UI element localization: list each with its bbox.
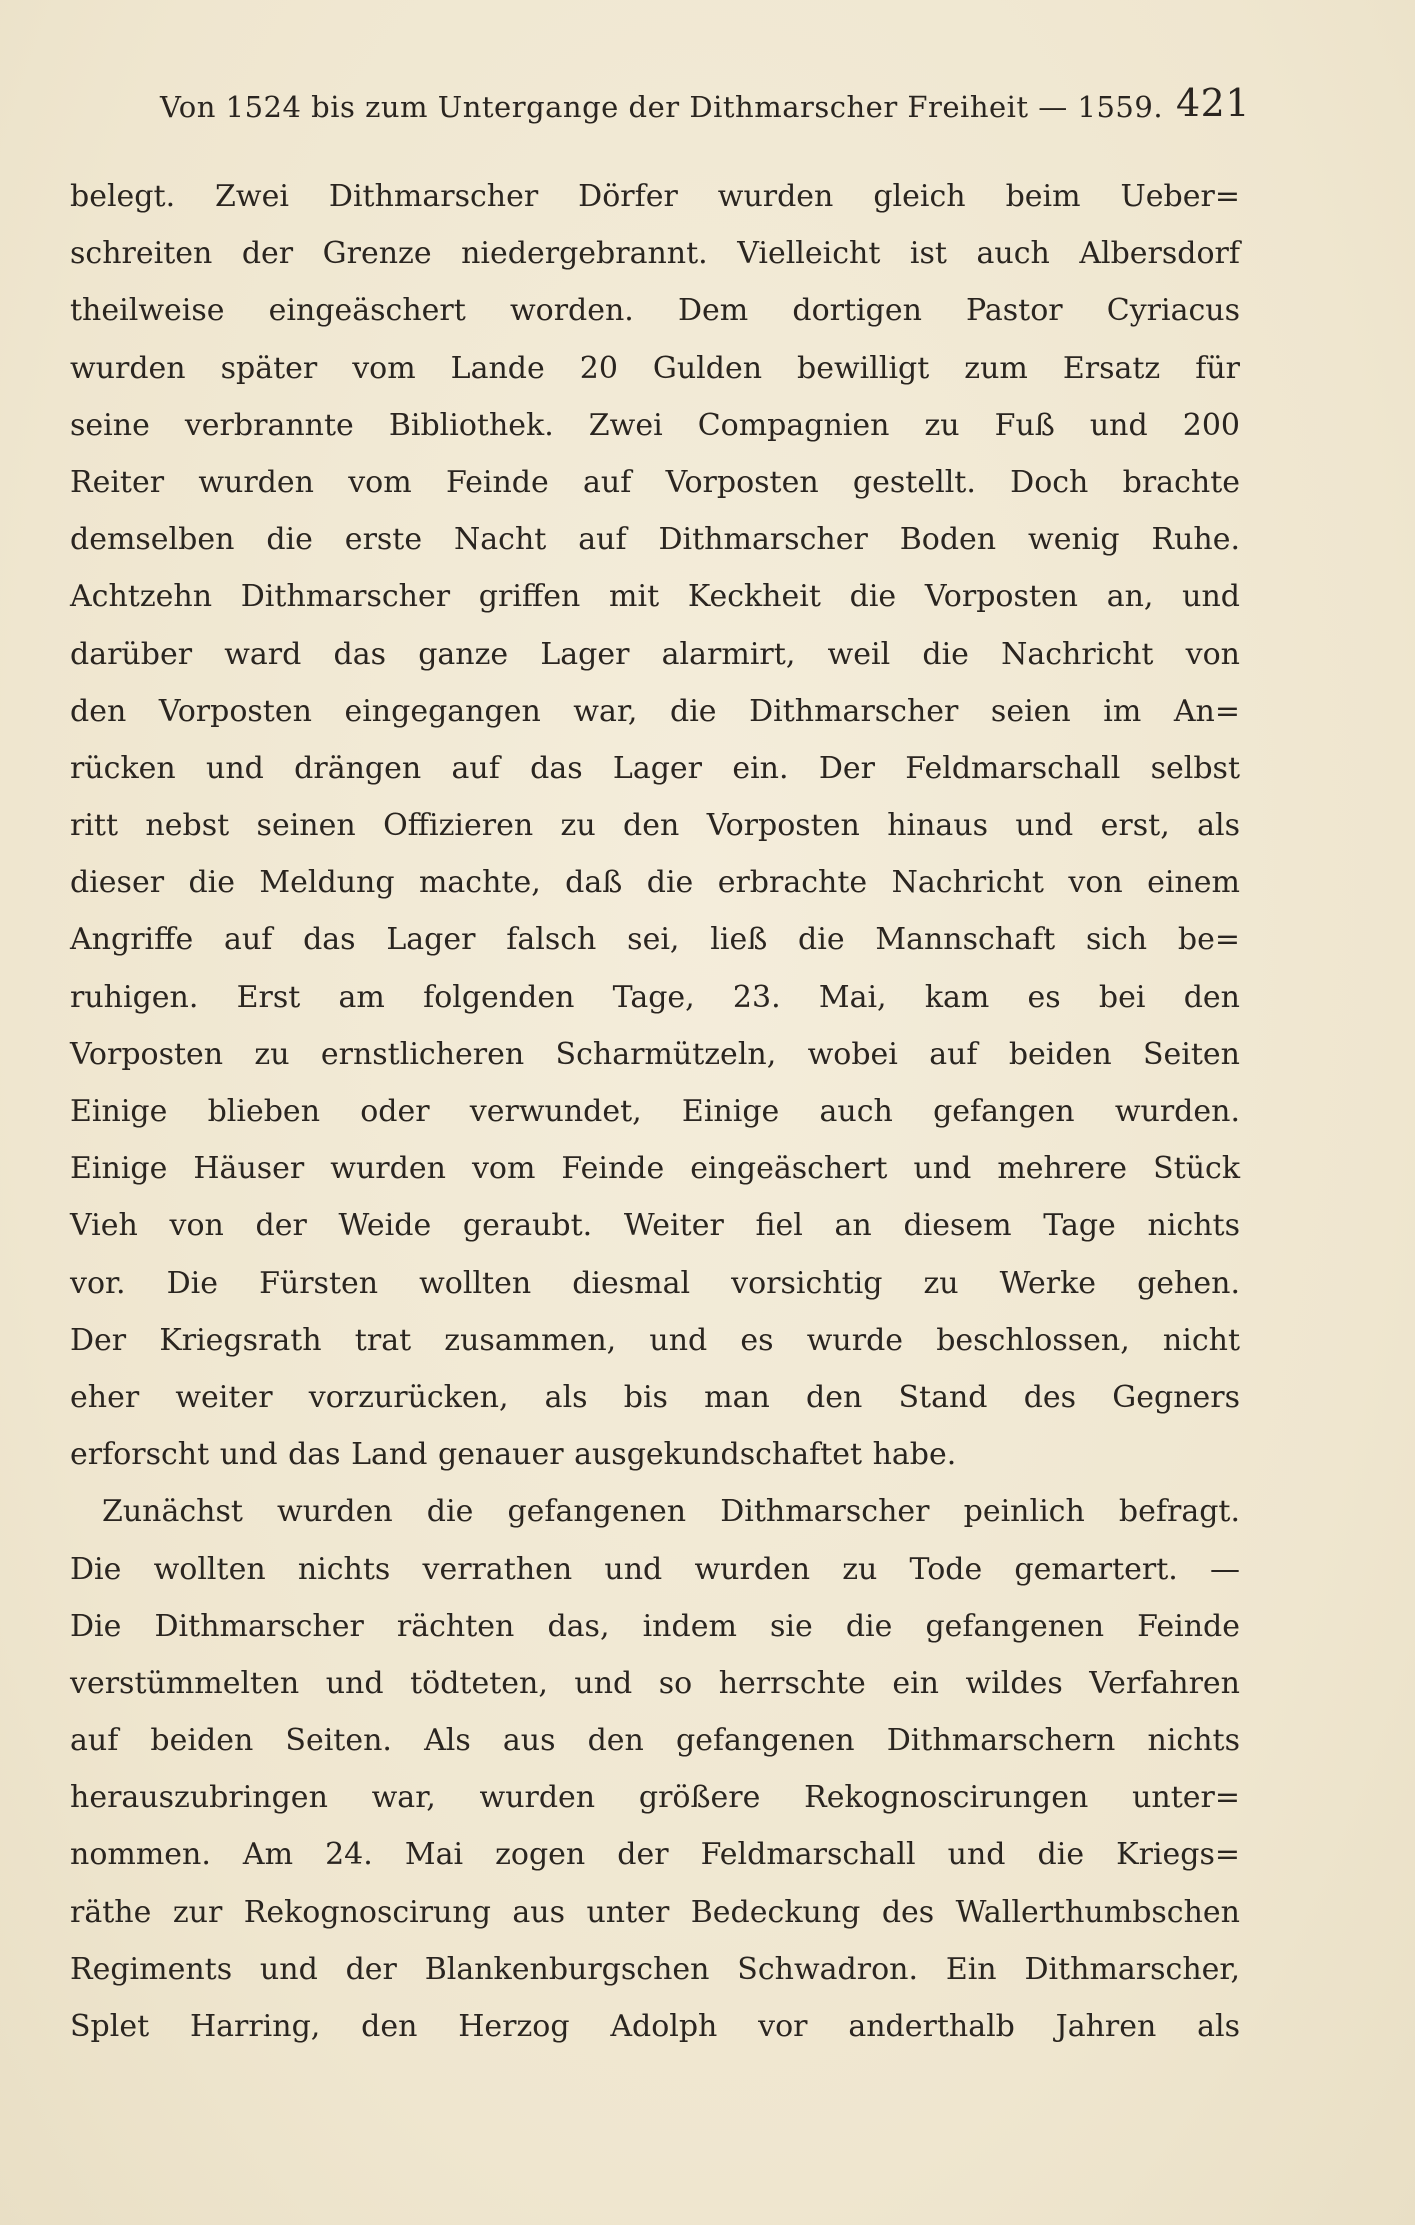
text-line: Die wollten nichts verrathen und wurden zu Tode gemartert. — [70,1551,1240,1587]
text-line: auf beiden Seiten. Als aus den gefangenen Dithmarschern nichts [70,1723,1240,1759]
text-line: Einige Häuser wurden vom Feinde eingeäschert und mehrere Stück [70,1151,1240,1187]
text-line: herauszubringen war, wurden größere Rekognoscirungen unter= [70,1780,1240,1816]
text-line: vor. Die Fürsten wollten diesmal vorsichtig zu Werke gehen. [70,1265,1240,1301]
text-line: dieser die Meldung machte, daß die erbrachte Nachricht von einem [70,865,1240,901]
text-line: Angriffe auf das Lager falsch sei, ließ die Mannschaft sich be= [70,922,1240,958]
text-line: eher weiter vorzurücken, als bis man den Stand des Gegners [70,1379,1240,1415]
text-line: Achtzehn Dithmarscher griffen mit Keckheit die Vorposten an, und [70,579,1240,615]
text-line: theilweise eingeäschert worden. Dem dortigen Pastor Cyriacus [70,293,1240,329]
text-line: ritt nebst seinen Offizieren zu den Vorposten hinaus und erst, als [70,808,1240,844]
text-line: darüber ward das ganze Lager alarmirt, weil die Nachricht von [70,636,1240,672]
text-line: schreiten der Grenze niedergebrannt. Vielleicht ist auch Albersdorf [70,236,1240,272]
text-line: Regiments und der Blankenburgschen Schwadron. Ein Dithmarscher, [70,1951,1240,1987]
body-text [70,168,1240,2055]
running-head [160,82,1250,132]
text-line: Zunächst wurden die gefangenen Dithmarscher peinlich befragt. [102,1494,1240,1530]
text-line: verstümmelten und tödteten, und so herrschte ein wildes Verfahren [70,1665,1240,1701]
text-line: rücken und drängen auf das Lager ein. Der Feldmarschall selbst [70,750,1240,786]
text-line: den Vorposten eingegangen war, die Dithmarscher seien im An= [70,693,1240,729]
text-line: Vieh von der Weide geraubt. Weiter fiel an diesem Tage nichts [70,1208,1240,1244]
text-line: Der Kriegsrath trat zusammen, und es wurde beschlossen, nicht [70,1322,1240,1358]
text-line: Die Dithmarscher rächten das, indem sie die gefangenen Feinde [70,1608,1240,1644]
text-line: belegt. Zwei Dithmarscher Dörfer wurden gleich beim Ueber= [70,179,1240,214]
text-line: Reiter wurden vom Feinde auf Vorposten gestellt. Doch brachte [70,464,1240,500]
running-head-title: Von 1524 bis zum Untergange der Dithmarscher Freiheit — 1559. [160,90,1164,124]
text-line: wurden später vom Lande 20 Gulden bewilligt zum Ersatz für [70,350,1240,386]
text-line: ruhigen. Erst am folgenden Tage, 23. Mai, kam es bei den [70,979,1240,1015]
text-line: Splet Harring, den Herzog Adolph vor anderthalb Jahren als [70,2009,1240,2044]
text-line: Vorposten zu ernstlicheren Scharmützeln, wobei auf beiden Seiten [70,1036,1240,1072]
page-number: 421 [1175,81,1250,125]
text-line: Einige blieben oder verwundet, Einige auch gefangen wurden. [70,1094,1240,1129]
text-line: nommen. Am 24. Mai zogen der Feldmarschall und die Kriegs= [70,1837,1240,1873]
text-line: seine verbrannte Bibliothek. Zwei Compagnien zu Fuß und 200 [70,407,1240,443]
text-line: räthe zur Rekognoscirung aus unter Bedeckung des Wallerthumbschen [70,1894,1240,1930]
text-line: erforscht und das Land genauer ausgekundschaftet habe. [70,1437,957,1473]
text-line: demselben die erste Nacht auf Dithmarscher Boden wenig Ruhe. [70,522,1240,558]
